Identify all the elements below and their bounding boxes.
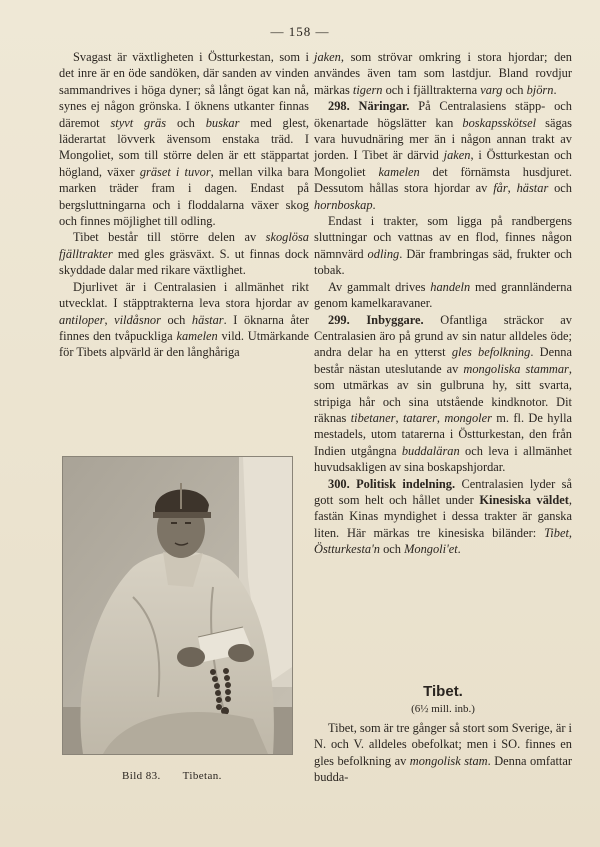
emphasis: Östturkesta'n — [314, 542, 380, 557]
text: med grannländerna genom kamelkaravaner. — [314, 279, 572, 311]
text: . — [372, 197, 376, 212]
tibetan-photo — [62, 456, 293, 755]
text: Djurlivet är i Centralasien i allmänhet rikt utvecklat. I stäpptrakterna leva stora hjordar av — [59, 279, 309, 311]
emphasis: hästar — [516, 181, 549, 196]
tibet-heading: Tibet. — [423, 683, 463, 700]
text: , mellan vilka bara marken träder fram i dagen. Endast på bergsluttningarna och i floddalarna växer skog och finnes möjlighet till odling. — [59, 164, 309, 229]
emphasis: styvt gräs — [110, 115, 167, 130]
text: . Där frambringas säd, frukter och tobak. — [314, 246, 572, 278]
text: . I öknarna åter finnes den tvåpuckliga — [59, 312, 309, 343]
emphasis: hästar — [191, 312, 224, 327]
text: , — [104, 312, 115, 327]
paragraph-tibet — [314, 720, 572, 786]
section-number: 300. — [328, 476, 350, 491]
emphasis: varg — [480, 82, 503, 97]
emphasis: tatarer — [402, 410, 437, 425]
text: , som utmärkas av sin gulbruna hy, sitt svarta, stripiga hår och sina utstående kindknotor. Dit räknas — [314, 361, 572, 425]
section-title: Inbyggare. — [366, 312, 424, 327]
paragraph-tibet-vegetation — [59, 229, 309, 278]
emphasis: boskapsskötsel — [462, 115, 537, 130]
text: , — [568, 525, 572, 540]
section-number: 298. — [328, 99, 350, 114]
emphasis: kamelen — [378, 164, 420, 179]
text: med gles gräsväxt. S. ut finnas dock skyddade dalar med rikare växtlighet. — [59, 246, 309, 278]
left-column — [59, 49, 309, 361]
paragraph-trade — [314, 279, 572, 312]
figure-label: Bild 83. — [122, 770, 161, 782]
section-number: 299. — [328, 312, 350, 327]
text: det förnämsta husdjuret. Dessutom hållas stora hjordar av — [314, 164, 573, 196]
section-title: Politisk indelning. — [356, 476, 456, 491]
emphasis: mongoler — [444, 410, 492, 425]
paragraph-vegetation — [59, 49, 309, 229]
text: Ofantliga sträckor av Centralasien äro på grund av sin natur alldeles öde; andra delar ha en ytterst — [314, 312, 572, 360]
text: Centralasien lyder så gott som helt och hållet under — [314, 476, 572, 507]
text: Endast i trakter, som ligga på randbergens sluttningar och vattnas av en flod, finnes någon nämnvärd — [314, 214, 572, 261]
emphasis: buskar — [205, 115, 240, 130]
emphasis: gles befolkning — [451, 345, 531, 360]
emphasis: jaken — [314, 50, 341, 64]
emphasis: tibetaner — [350, 410, 396, 425]
emphasis: hornboskap — [314, 197, 373, 212]
paragraph-cultivation — [314, 213, 572, 279]
text: , som strövar omkring i stora hjordar; den användes även tam som lastdjur. Bland rovdjur märkas — [314, 50, 572, 97]
text: och — [379, 542, 405, 557]
section-title: Näringar. — [358, 99, 410, 114]
emphasis: jaken — [443, 148, 471, 163]
text: Tibet består till större delen av — [73, 230, 266, 245]
text: och — [548, 181, 573, 196]
text: sägas vara huvudnäring mer än i någon annan trakt av jorden. I Tibet är därvid — [314, 115, 572, 163]
emphasis: björn — [526, 82, 554, 97]
text: . — [553, 82, 557, 97]
text: Svagast är växtligheten i Östturkestan, som i det inre är en öde sandöken, där sanden av vinden sammandrives i höga dyner; så långt ögat kan nå, synes ej någon grönska. I öknens utkanter finnas däremot — [59, 50, 309, 130]
tibet-section-body — [314, 720, 572, 786]
text: , fastän Kinas myndighet i dessa trakter är ganska liten. Här märkas tre kinesiska biländer: — [314, 492, 572, 540]
text: , i Östturkestan och Mongoliet — [314, 148, 572, 179]
emphasis: tigern — [352, 82, 383, 97]
text: , — [436, 410, 445, 425]
text: och leva i allmänhet huvudsakligen av sina boskapshjordar. — [314, 443, 572, 475]
emphasis: kamelen — [176, 328, 218, 343]
text: vild. Utmärkande för Tibets alpvärld är den långhåriga — [59, 328, 309, 360]
section-299 — [314, 312, 572, 476]
right-column — [314, 49, 572, 558]
paragraph-fauna — [59, 279, 309, 361]
emphasis: odling — [367, 246, 400, 261]
text: , — [507, 181, 517, 196]
text: På Centralasiens stäpp- och ökenartade högslätter kan — [314, 99, 572, 130]
emphasis: vildåsnor — [114, 312, 161, 327]
figure-caption — [122, 770, 244, 782]
emphasis: Tibet — [544, 525, 569, 540]
text: . Denna består nästan uteslutande av — [314, 345, 572, 376]
figure-title: Tibetan. — [182, 770, 222, 782]
emphasis: handeln — [430, 279, 471, 294]
emphasis: Mongoli'et — [404, 542, 458, 557]
tibet-population: (6½ mill. inb.) — [411, 703, 475, 715]
emphasis: gräset i tuvor — [139, 164, 211, 179]
text: och — [502, 82, 527, 97]
section-298 — [314, 98, 572, 213]
text: Av gammalt drives — [328, 279, 431, 294]
text: . Denna omfattar budda- — [314, 753, 572, 785]
emphasis: skoglösa fjälltrakter — [59, 230, 309, 261]
text: . — [457, 542, 461, 557]
emphasis: får — [493, 181, 508, 196]
emphasis: mongolisk stam — [409, 753, 488, 768]
text: med glest, läderartat lövverk ävensom enstaka träd. I Mongoliet, som till större delen är ett stäppartat högland, växer — [59, 115, 309, 179]
emphasis: mongoliska stammar — [463, 361, 569, 376]
text: Tibet, som är tre gånger så stort som Sverige, är i N. och V. alldeles obefolkat; men i SO. finnes en gles befolkning av — [314, 721, 572, 768]
text: och — [166, 115, 206, 130]
text: m. fl. De hylla mestadels, utom tatarerna i Östturkestan, den från Indien utgångna — [314, 410, 573, 458]
text: och — [160, 312, 192, 327]
emphasis-bold: Kinesiska väldet — [479, 492, 569, 507]
section-300 — [314, 476, 572, 558]
text: , — [395, 410, 403, 425]
text: och i fjälltrakterna — [382, 82, 481, 97]
emphasis: antiloper — [59, 312, 105, 327]
page-number: — 158 — — [270, 24, 330, 39]
tibetan-portrait-illustration — [63, 457, 292, 754]
emphasis: buddaläran — [401, 443, 460, 458]
paragraph-yak — [314, 49, 572, 98]
